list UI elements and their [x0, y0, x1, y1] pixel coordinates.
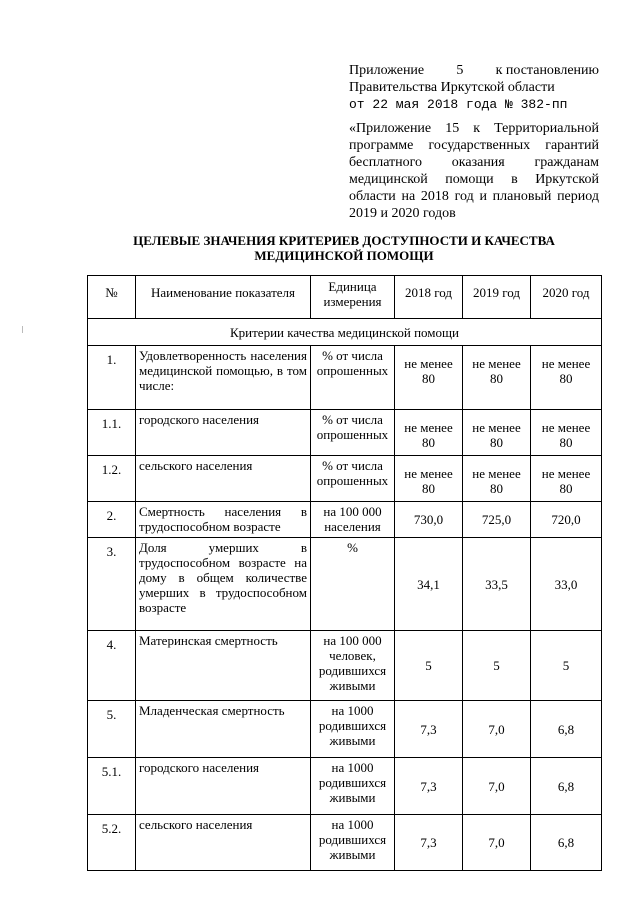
row-name: сельского населения — [136, 456, 311, 502]
row-2019: не менее 80 — [463, 456, 531, 502]
section-title: Критерии качества медицинской помощи — [88, 319, 602, 346]
table-row — [88, 346, 602, 410]
section-row — [88, 319, 602, 346]
row-2020: 720,0 — [531, 502, 602, 538]
row-2019: не менее 80 — [463, 346, 531, 410]
row-unit: на 1000 родившихся живыми — [311, 758, 395, 815]
scan-mark — [22, 326, 23, 333]
row-2019: 725,0 — [463, 502, 531, 538]
table-row — [88, 631, 602, 701]
row-2018: не менее 80 — [395, 346, 463, 410]
row-name: Смертность населения в трудоспособном возрасте — [136, 502, 311, 538]
row-2018: не менее 80 — [395, 456, 463, 502]
row-2020: 6,8 — [531, 701, 602, 758]
row-number: 5.1. — [88, 758, 136, 815]
row-2019: 5 — [463, 631, 531, 701]
date-line: от 22 мая 2018 года № 382-пп — [349, 97, 568, 112]
header-2018: 2018 год — [395, 276, 463, 319]
row-2020: 6,8 — [531, 815, 602, 871]
row-2018: 7,3 — [395, 758, 463, 815]
row-2020: 6,8 — [531, 758, 602, 815]
header-2019: 2019 год — [463, 276, 531, 319]
row-number: 1. — [88, 346, 136, 410]
header-number: № — [88, 276, 136, 319]
row-number: 5. — [88, 701, 136, 758]
table-row — [88, 758, 602, 815]
row-2019: 7,0 — [463, 815, 531, 871]
government-line: Правительства Иркутской области — [349, 80, 555, 95]
row-unit: % от числа опрошенных — [311, 346, 395, 410]
appendix-line — [349, 62, 599, 79]
row-number: 2. — [88, 502, 136, 538]
row-2019: не менее 80 — [463, 410, 531, 456]
appendix-rest: к постановлению — [495, 63, 599, 78]
table-row — [88, 502, 602, 538]
row-2018: 34,1 — [395, 538, 463, 631]
row-unit: % — [311, 538, 395, 631]
row-2020: не менее 80 — [531, 456, 602, 502]
row-unit: на 100 000 населения — [311, 502, 395, 538]
row-unit: на 1000 родившихся живыми — [311, 815, 395, 871]
appendix-paragraph: «Приложение 15 к Территориальной программе государственных гарантий бесплатного оказания гражданам медицинской помощи в Иркутской области на 2018 год и плановый период 2019 и 2020 годов — [349, 121, 599, 221]
row-name: городского населения — [136, 758, 311, 815]
row-2018: 7,3 — [395, 701, 463, 758]
row-2019: 33,5 — [463, 538, 531, 631]
row-name: Младенческая смертность — [136, 701, 311, 758]
row-unit: % от числа опрошенных — [311, 410, 395, 456]
row-name: Материнская смертность — [136, 631, 311, 701]
table-row — [88, 815, 602, 871]
table-row — [88, 410, 602, 456]
row-number: 4. — [88, 631, 136, 701]
row-name: сельского населения — [136, 815, 311, 871]
criteria-table — [87, 275, 602, 871]
row-2018: 5 — [395, 631, 463, 701]
row-number: 1.1. — [88, 410, 136, 456]
title-line-1: ЦЕЛЕВЫЕ ЗНАЧЕНИЯ КРИТЕРИЕВ ДОСТУПНОСТИ И КАЧЕСТВА — [133, 233, 555, 248]
row-2020: 33,0 — [531, 538, 602, 631]
row-unit: на 1000 родившихся живыми — [311, 701, 395, 758]
table-row — [88, 456, 602, 502]
header-name: Наименование показателя — [136, 276, 311, 319]
table-header-row — [88, 276, 602, 319]
row-2020: не менее 80 — [531, 346, 602, 410]
row-name: Удовлетворенность населения медицинской помощью, в том числе: — [136, 346, 311, 410]
document-title — [88, 233, 600, 263]
row-2019: 7,0 — [463, 701, 531, 758]
appendix-header — [349, 62, 599, 222]
row-name: Доля умерших в трудоспособном возрасте на дому в общем количестве умерших в трудоспособном возрасте — [136, 538, 311, 631]
row-2019: 7,0 — [463, 758, 531, 815]
row-2020: не менее 80 — [531, 410, 602, 456]
row-2018: 7,3 — [395, 815, 463, 871]
row-number: 5.2. — [88, 815, 136, 871]
appendix-number: 5 — [456, 63, 464, 78]
table-row — [88, 538, 602, 631]
row-number: 3. — [88, 538, 136, 631]
row-unit: % от числа опрошенных — [311, 456, 395, 502]
row-2020: 5 — [531, 631, 602, 701]
row-name: городского населения — [136, 410, 311, 456]
row-2018: 730,0 — [395, 502, 463, 538]
header-2020: 2020 год — [531, 276, 602, 319]
row-unit: на 100 000 человек, родившихся живыми — [311, 631, 395, 701]
row-2018: не менее 80 — [395, 410, 463, 456]
title-line-2: МЕДИЦИНСКОЙ ПОМОЩИ — [254, 248, 434, 263]
appendix-word: Приложение — [349, 63, 425, 78]
row-number: 1.2. — [88, 456, 136, 502]
table-row — [88, 701, 602, 758]
header-unit: Единица измерения — [311, 276, 395, 319]
